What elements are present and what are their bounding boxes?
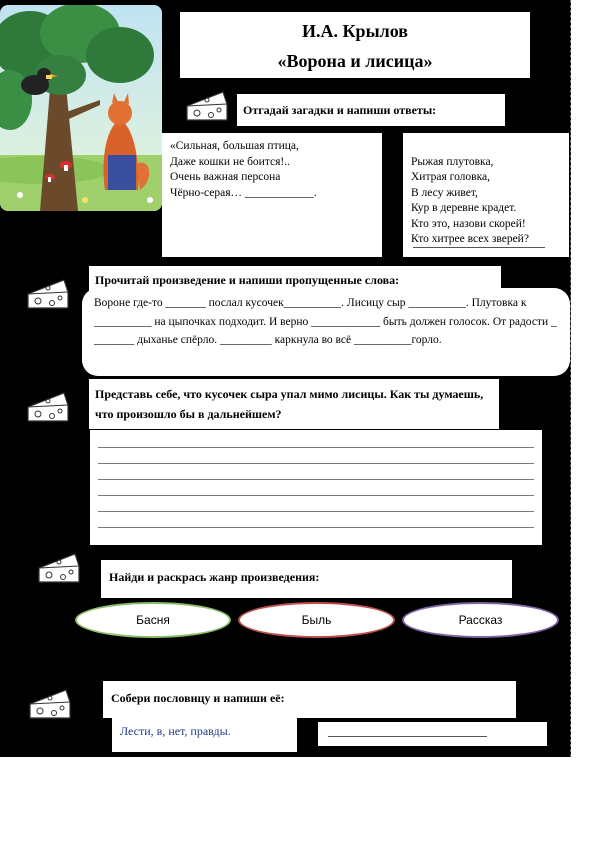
proverb-words: Лести, в, нет, правды. [120,724,231,738]
riddle-fox: Рыжая плутовка, Хитрая головка, В лесу живет, Кур в деревне крадет. Кто это, назови скорей! Кто хитрее всех зверей? [411,155,529,245]
cheese-icon [35,548,83,588]
task1-label: Отгадай загадки и напиши ответы: [243,103,437,117]
riddle-fox-answer-line[interactable] [413,247,545,248]
answer-line[interactable] [98,480,534,496]
cheese-icon [24,274,72,314]
task5-label-box [103,681,516,718]
genre-option-basnya[interactable]: Басня [75,602,231,638]
task4-label: Найди и раскрась жанр произведения: [109,570,320,584]
fill-in-text: Вороне где-то _______ послал кусочек__________. Лисицу сыр __________. Плутовка к __________ на цыпочках подходит. И верно ____________ быть должен голосок. От радости _ _______ дыханье спёрло. _________ каркнула во всё __________горло. [82,288,570,376]
answer-line[interactable] [98,432,534,448]
answer-line[interactable] [98,512,534,528]
answer-lines-area[interactable] [90,430,542,545]
task2-label: Прочитай произведение и напиши пропущенные слова: [95,273,400,287]
cheese-icon [26,684,74,724]
crow-and-fox-illustration [0,5,162,211]
answer-line[interactable] [98,448,534,464]
genre-option-rasskaz[interactable]: Рассказ [402,602,559,638]
proverb-answer-line[interactable] [328,736,487,737]
genre-option-byl[interactable]: Быль [238,602,395,638]
answer-line[interactable] [98,464,534,480]
task5-label: Собери пословицу и напиши её: [111,691,285,705]
author-name: И.А. Крылов [302,21,408,41]
task3-label: Представь себе, что кусочек сыра упал мимо лисицы. Как ты думаешь, что произошло бы в дальнейшем? [95,387,484,421]
task4-label-box [101,560,512,598]
riddle-fox-box [403,133,569,257]
cheese-icon [24,387,72,427]
story-title: «Ворона и лисица» [277,51,433,71]
task1-label-box [237,94,505,126]
answer-line[interactable] [98,496,534,512]
proverb-answer-box[interactable] [318,722,547,746]
task3-label-box [89,379,499,429]
proverb-words-box [112,718,297,752]
title-box [180,12,530,78]
riddle-crow: «Сильная, большая птица, Даже кошки не боится!.. Очень важная персона Чёрно-серая… ____________. [162,133,382,257]
cheese-icon [183,86,231,126]
